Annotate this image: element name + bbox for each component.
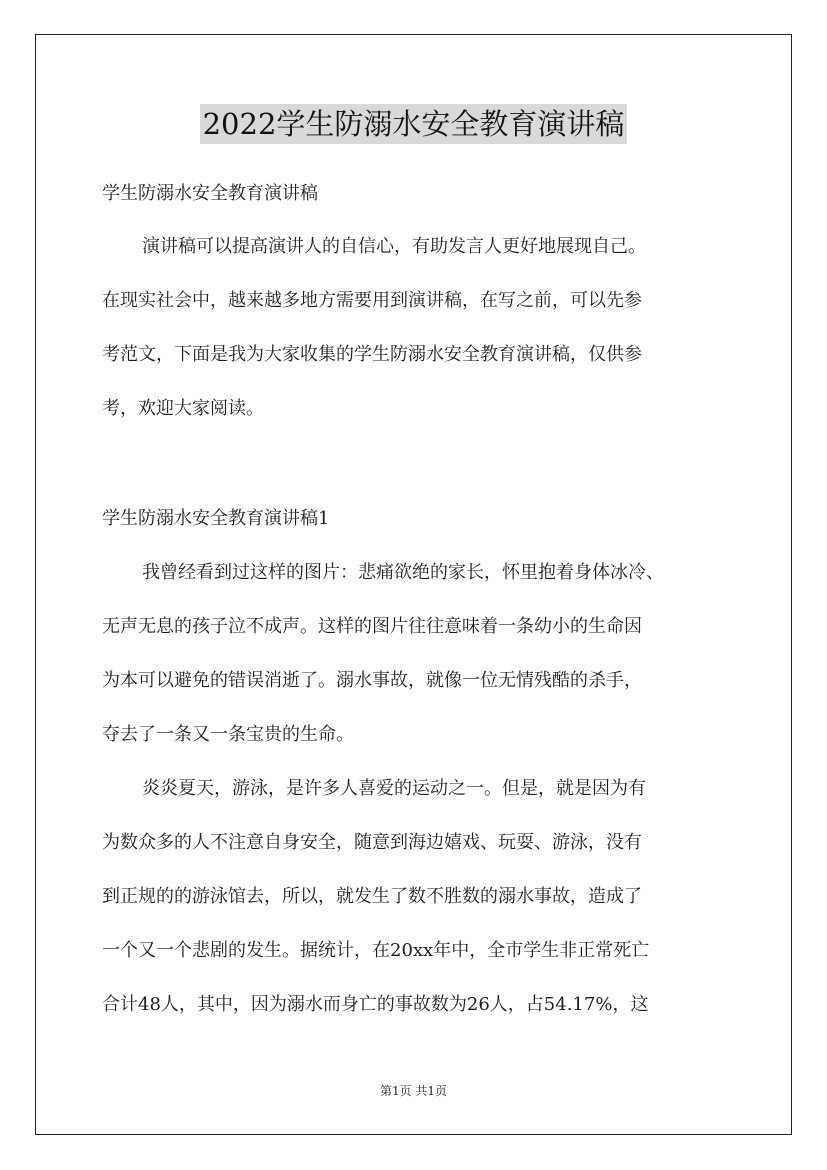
paragraph-line: 我曾经看到过这样的图片：悲痛欲绝的家长，怀里抱着身体冰冷、 bbox=[142, 562, 664, 583]
paragraph-line: 一个又一个悲剧的发生。据统计，在20xx年中，全市学生非正常死亡 bbox=[102, 940, 650, 961]
page-number-footer: 第1页 共1页 bbox=[379, 1084, 448, 1098]
paragraph-line: 为本可以避免的错误消逝了。溺水事故，就像一位无情残酷的杀手， bbox=[102, 670, 642, 691]
paragraph-line: 在现实社会中，越来越多地方需要用到演讲稿，在写之前，可以先参 bbox=[102, 290, 642, 311]
paragraph-line: 为数众多的人不注意自身安全，随意到海边嬉戏、玩耍、游泳，没有 bbox=[102, 832, 642, 853]
section-heading: 学生防溺水安全教育演讲稿1 bbox=[102, 508, 330, 529]
title-container bbox=[0, 104, 827, 144]
paragraph-line: 考范文，下面是我为大家收集的学生防溺水安全教育演讲稿，仅供参 bbox=[102, 344, 642, 365]
paragraph-line: 无声无息的孩子泣不成声。这样的图片往往意味着一条幼小的生命因 bbox=[102, 616, 642, 637]
subtitle-line: 学生防溺水安全教育演讲稿 bbox=[102, 183, 318, 204]
paragraph-line: 炎炎夏天，游泳，是许多人喜爱的运动之一。但是，就是因为有 bbox=[142, 778, 646, 799]
paragraph-line: 夺去了一条又一条宝贵的生命。 bbox=[102, 724, 354, 745]
paragraph-line: 考，欢迎大家阅读。 bbox=[102, 398, 264, 419]
document-title: 2022学生防溺水安全教育演讲稿 bbox=[200, 104, 628, 144]
paragraph-line: 到正规的的游泳馆去，所以，就发生了数不胜数的溺水事故，造成了 bbox=[102, 886, 642, 907]
paragraph-line: 合计48人，其中，因为溺水而身亡的事故数为26人，占54.17%，这 bbox=[102, 994, 649, 1015]
paragraph-line: 演讲稿可以提高演讲人的自信心，有助发言人更好地展现自己。 bbox=[142, 236, 646, 257]
